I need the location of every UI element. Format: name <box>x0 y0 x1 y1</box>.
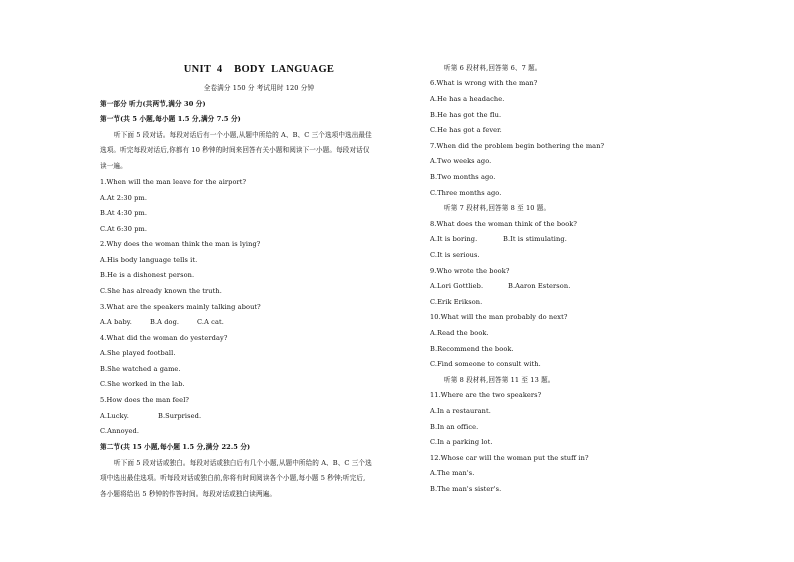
section-lead: 听第 8 段材料,回答第 11 至 13 题。 <box>444 376 555 384</box>
section-lead: 听第 7 段材料,回答第 8 至 10 题。 <box>444 204 551 212</box>
option: C.He has got a fever. <box>430 126 502 134</box>
option: B.Recommend the book. <box>430 345 514 353</box>
section2-instruction-line: 听下面 5 段对话或独白。每段对话或独白后有几个小题,从题中所给的 A、B、C 三个选 <box>114 459 372 467</box>
options-row <box>100 412 201 421</box>
exam-info: 全卷满分 150 分 考试用时 120 分钟 <box>203 84 315 92</box>
section1-heading: 第一节(共 5 小题,每小题 1.5 分,满分 7.5 分) <box>100 115 241 123</box>
section2-heading: 第二节(共 15 小题,每小题 1.5 分,满分 22.5 分) <box>100 443 251 451</box>
question-stem: 12.Whose car will the woman put the stuff in? <box>430 454 589 462</box>
option: B.He is a dishonest person. <box>100 271 195 279</box>
question-stem: 1.When will the man leave for the airport? <box>100 178 247 186</box>
question-stem: 7.When did the problem begin bothering the man? <box>430 142 605 150</box>
options-row <box>100 318 224 327</box>
option: B.She watched a game. <box>100 365 181 373</box>
option: C.At 6:30 pm. <box>100 225 148 233</box>
option: A.A baby. <box>100 318 132 326</box>
option: C.Annoyed. <box>100 427 140 435</box>
option: C.It is serious. <box>430 251 480 259</box>
section1-instruction-line: 读一遍。 <box>100 162 127 170</box>
option: C.Find someone to consult with. <box>430 360 541 368</box>
option: B.Aaron Esterson. <box>508 282 571 290</box>
option: A.Lori Gottlieb. <box>430 282 484 290</box>
option: A.The man's. <box>430 469 475 477</box>
question-stem: 4.What did the woman do yesterday? <box>100 334 228 342</box>
option: A.She played football. <box>100 349 176 357</box>
option: A.He has a headache. <box>430 95 505 103</box>
section-lead: 听第 6 段材料,回答第 6、7 题。 <box>444 64 542 72</box>
question-stem: 5.How does the man feel? <box>100 396 190 404</box>
question-stem: 6.What is wrong with the man? <box>430 79 538 87</box>
section1-instruction-line: 选项。听完每段对话后,你都有 10 秒钟的时间来回答有关小题和阅读下一小题。每段对话仅 <box>100 146 370 154</box>
question-stem: 10.What will the man probably do next? <box>430 313 568 321</box>
section2-instruction-line: 项中选出最佳选项。听每段对话或独白前,你将有时间阅读各个小题,每小题 5 秒钟;听完后, <box>100 474 366 482</box>
option: B.Surprised. <box>158 412 202 420</box>
part1-heading: 第一部分 听力(共两节,满分 30 分) <box>100 100 206 108</box>
option: C.Three months ago. <box>430 189 502 197</box>
section2-instruction-line: 各小题将给出 5 秒钟的作答时间。每段对话或独白读两遍。 <box>100 490 277 498</box>
option: B.Two months ago. <box>430 173 496 181</box>
option: C.Erik Erikson. <box>430 298 483 306</box>
option: C.A cat. <box>197 318 224 326</box>
question-stem: 3.What are the speakers mainly talking about? <box>100 303 261 311</box>
page-title: UNIT 4 BODY LANGUAGE <box>183 64 335 75</box>
question-stem: 11.Where are the two speakers? <box>430 391 542 399</box>
section1-instruction-line: 听下面 5 段对话。每段对话后有一个小题,从题中所给的 A、B、C 三个选项中选出最佳 <box>114 131 372 139</box>
option: A.Lucky. <box>100 412 129 420</box>
question-stem: 9.Who wrote the book? <box>430 267 510 275</box>
option: B.In an office. <box>430 423 479 431</box>
option: B.The man's sister's. <box>430 485 502 493</box>
option: A.In a restaurant. <box>430 407 491 415</box>
option: A.His body language tells it. <box>100 256 198 264</box>
option: A.Read the book. <box>430 329 489 337</box>
option: C.She worked in the lab. <box>100 380 185 388</box>
option: B.He has got the flu. <box>430 111 502 119</box>
option: A.It is boring. <box>430 235 478 243</box>
options-row <box>430 235 567 244</box>
options-row <box>430 282 570 291</box>
option: A.Two weeks ago. <box>430 157 492 165</box>
option: C.In a parking lot. <box>430 438 493 446</box>
option: C.She has already known the truth. <box>100 287 222 295</box>
option: B.At 4:30 pm. <box>100 209 148 217</box>
question-stem: 2.Why does the woman think the man is lying? <box>100 240 261 248</box>
option: B.A dog. <box>150 318 180 326</box>
question-stem: 8.What does the woman think of the book? <box>430 220 578 228</box>
option: B.It is stimulating. <box>503 235 567 243</box>
option: A.At 2:30 pm. <box>100 194 148 202</box>
